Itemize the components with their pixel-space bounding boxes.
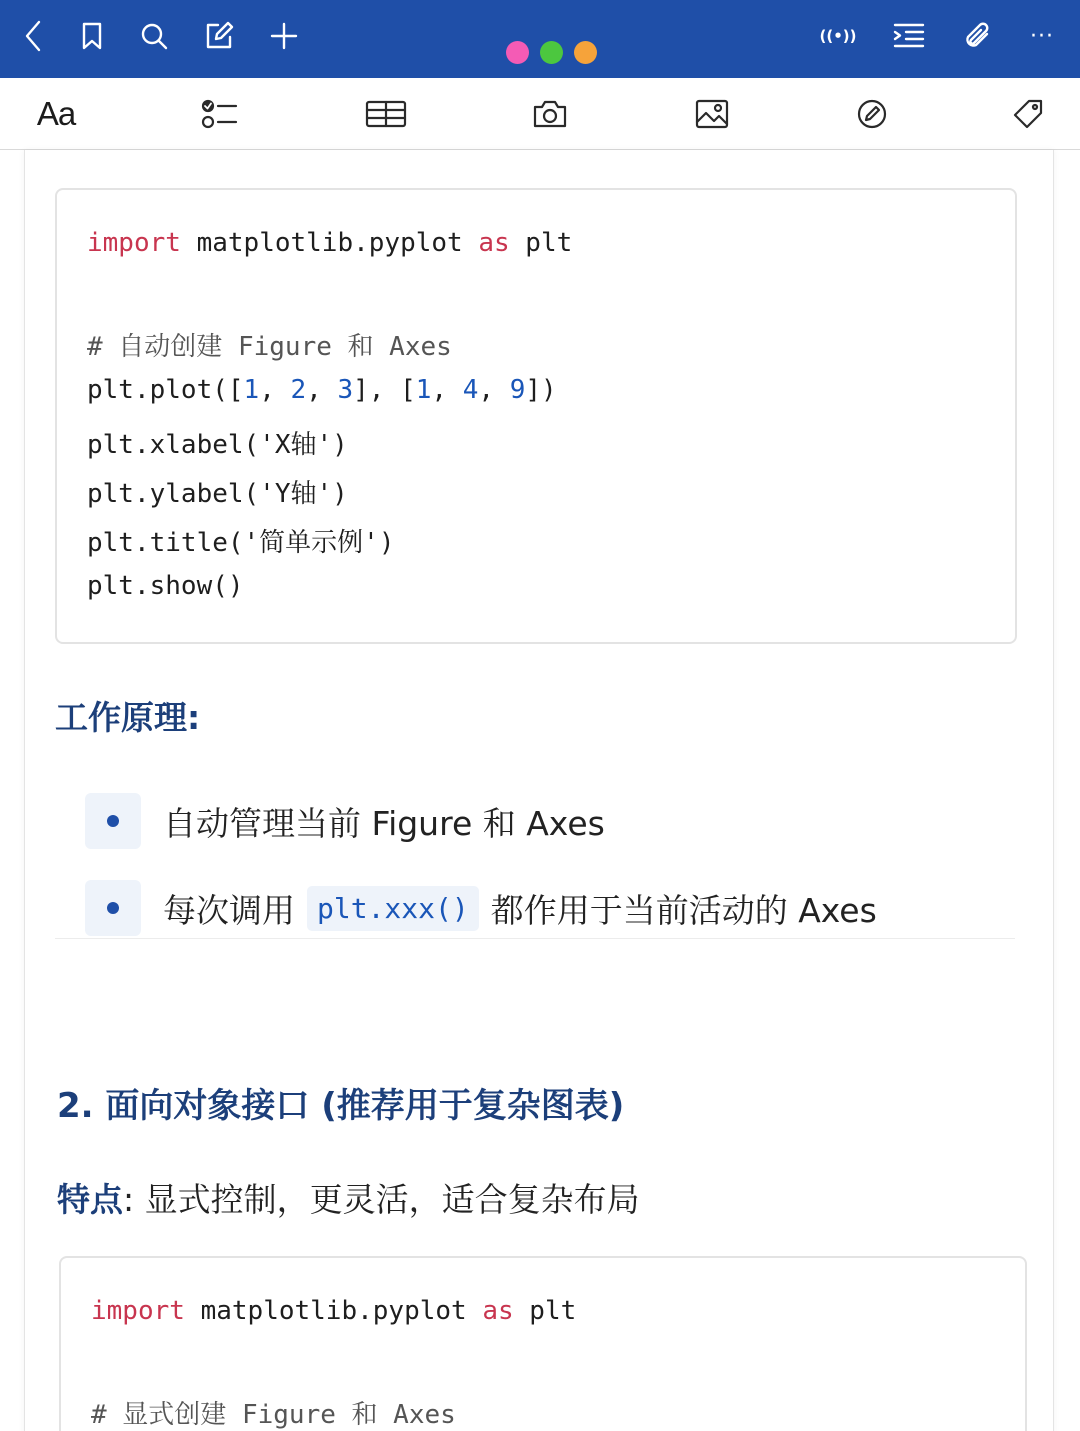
code-token: ], [: [353, 375, 416, 405]
search-icon[interactable]: [132, 14, 176, 58]
outline-icon[interactable]: [887, 14, 931, 58]
bullet-item-2: [85, 880, 877, 936]
keyword-as: as: [478, 228, 510, 258]
green-dot[interactable]: [540, 41, 563, 64]
code-comment: # 自动创建 Figure 和 Axes: [87, 332, 452, 362]
edit-icon[interactable]: [197, 14, 241, 58]
top-navigation-bar: [0, 0, 1080, 78]
code-block-1: [55, 188, 1017, 644]
alias-name: plt: [513, 1296, 577, 1326]
pen-icon[interactable]: [852, 94, 892, 134]
code-token: ,: [259, 375, 291, 405]
code-comment: # 显式创建 Figure 和 Axes: [91, 1400, 456, 1430]
number-token: 3: [337, 375, 354, 405]
window-dots: [506, 41, 597, 65]
formatting-toolbar: [0, 78, 1080, 150]
number-token: 2: [290, 375, 307, 405]
code-line-ylabel: plt.ylabel('Y轴'): [87, 479, 348, 509]
features-text: 显式控制，更灵活，适合复杂布局: [134, 1180, 640, 1219]
broadcast-icon[interactable]: [814, 14, 862, 58]
bullet-marker: [85, 793, 141, 849]
code-line-xlabel: plt.xlabel('X轴'): [87, 430, 348, 460]
attachment-icon[interactable]: [955, 14, 999, 58]
bullet-item-1: [85, 793, 605, 849]
broadcast-label: ((•)): [819, 27, 857, 45]
code-token: ,: [478, 375, 510, 405]
code-line-show: plt.show(): [87, 571, 244, 601]
plus-icon[interactable]: [262, 14, 306, 58]
number-token: 1: [243, 375, 260, 405]
code-token: plt.plot([: [87, 375, 244, 405]
number-token: 4: [462, 375, 479, 405]
more-icon[interactable]: [1020, 14, 1064, 58]
bullet-text-2: [163, 885, 877, 932]
code-line-plot: [87, 375, 557, 405]
features-label: 特点: [57, 1180, 123, 1219]
more-label: ···: [1030, 23, 1054, 49]
module-name: matplotlib.pyplot: [180, 228, 479, 258]
camera-icon[interactable]: [530, 94, 570, 134]
back-icon[interactable]: [12, 14, 56, 58]
features-line: [57, 1174, 640, 1221]
features-separator: :: [123, 1180, 135, 1219]
pink-dot[interactable]: [506, 41, 529, 64]
code-line-import: [91, 1296, 576, 1326]
keyword-import: import: [87, 228, 181, 258]
text-format-button[interactable]: [32, 94, 80, 134]
bullet-text-1: 自动管理当前 Figure 和 Axes: [163, 803, 605, 843]
principle-heading: 工作原理:: [55, 698, 201, 737]
bullet-marker: [85, 880, 141, 936]
code-block-2: [59, 1256, 1027, 1431]
bookmark-icon[interactable]: [70, 14, 114, 58]
keyword-as: as: [482, 1296, 514, 1326]
divider: [55, 938, 1015, 939]
number-token: 1: [415, 375, 432, 405]
table-icon[interactable]: [364, 94, 408, 134]
section-2-heading: 2. 面向对象接口 (推荐用于复杂图表): [57, 1086, 625, 1126]
inline-code: plt.xxx(): [307, 886, 479, 931]
keyword-import: import: [91, 1296, 185, 1326]
bullet-text-2-pre: 每次调用: [163, 890, 295, 930]
image-icon[interactable]: [692, 94, 732, 134]
module-name: matplotlib.pyplot: [184, 1296, 483, 1326]
bullet-text-2-post: 都作用于当前活动的 Axes: [490, 890, 877, 930]
code-line-import: [87, 228, 572, 258]
code-token: ,: [431, 375, 463, 405]
number-token: 9: [509, 375, 526, 405]
code-token: ,: [306, 375, 338, 405]
code-token: ]): [525, 375, 557, 405]
alias-name: plt: [509, 228, 573, 258]
note-page: [24, 150, 1054, 1431]
text-format-label: Aa: [36, 95, 76, 132]
orange-dot[interactable]: [574, 41, 597, 64]
tag-icon[interactable]: [1008, 94, 1048, 134]
checklist-icon[interactable]: [198, 94, 242, 134]
code-line-title: plt.title('简单示例'): [87, 528, 395, 558]
